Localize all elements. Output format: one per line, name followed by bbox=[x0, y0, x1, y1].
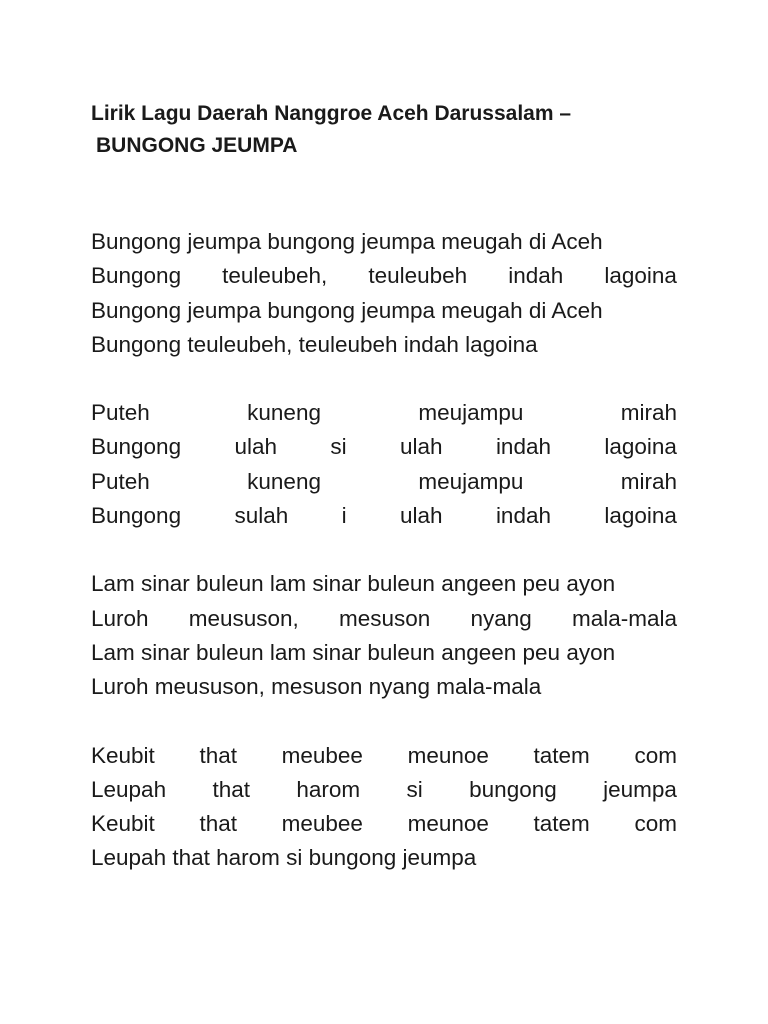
lyric-word: lagoina bbox=[604, 263, 677, 289]
lyric-word: si bbox=[406, 776, 423, 802]
lyric-word: meunoe bbox=[407, 742, 489, 768]
lyrics-body bbox=[91, 225, 677, 876]
lyric-word: meususon, bbox=[188, 605, 299, 631]
document-title bbox=[91, 98, 677, 162]
lyric-word: meujampu bbox=[418, 468, 524, 494]
lyric-word: Bungong bbox=[91, 503, 182, 529]
lyric-word: sulah bbox=[234, 503, 289, 529]
lyric-word: lagoina bbox=[604, 434, 677, 460]
lyric-word: meujampu bbox=[418, 400, 524, 426]
lyric-word: meunoe bbox=[407, 811, 489, 837]
lyric-line bbox=[91, 773, 677, 807]
lyric-line bbox=[91, 499, 677, 533]
lyric-word: tatem bbox=[533, 811, 590, 837]
lyric-word: indah bbox=[495, 434, 551, 460]
lyric-word: Keubit bbox=[91, 811, 155, 837]
lyric-line bbox=[91, 465, 677, 499]
lyric-word: lagoina bbox=[604, 503, 677, 529]
lyric-word: that bbox=[199, 742, 237, 768]
lyric-word: Leupah bbox=[91, 776, 167, 802]
lyric-line bbox=[91, 430, 677, 464]
lyric-word: i bbox=[341, 503, 347, 529]
lyric-word: ulah bbox=[400, 434, 443, 460]
lyric-word: bungong bbox=[469, 776, 557, 802]
lyric-line: Bungong jeumpa bungong jeumpa meugah di Aceh bbox=[91, 297, 603, 323]
lyric-word: ulah bbox=[400, 503, 443, 529]
lyric-line: Luroh meususon, mesuson nyang mala-mala bbox=[91, 674, 542, 700]
lyric-word: teuleubeh bbox=[368, 263, 468, 289]
lyric-word: mirah bbox=[620, 468, 677, 494]
lyric-word: teuleubeh, bbox=[222, 263, 328, 289]
lyric-word: mesuson bbox=[338, 605, 431, 631]
lyric-word: com bbox=[634, 742, 677, 768]
lyric-word: ulah bbox=[234, 434, 278, 460]
lyric-stanza bbox=[91, 225, 677, 362]
lyric-word: that bbox=[199, 811, 237, 837]
lyric-word: harom bbox=[296, 776, 361, 802]
lyric-word: Bungong bbox=[91, 263, 182, 289]
lyric-word: Keubit bbox=[91, 742, 155, 768]
lyric-word: si bbox=[330, 434, 347, 460]
lyric-line bbox=[91, 739, 677, 773]
lyric-word: kuneng bbox=[247, 400, 321, 426]
document-page bbox=[91, 98, 677, 910]
lyric-word: meubee bbox=[281, 742, 363, 768]
lyric-line: Bungong teuleubeh, teuleubeh indah lagoina bbox=[91, 331, 538, 357]
lyric-word: indah bbox=[508, 263, 564, 289]
lyric-line: Bungong jeumpa bungong jeumpa meugah di Aceh bbox=[91, 229, 603, 254]
title-line-2: BUNGONG JEUMPA bbox=[96, 134, 298, 157]
lyric-word: Luroh bbox=[91, 605, 149, 631]
lyric-word: mirah bbox=[620, 400, 677, 426]
lyric-word: kuneng bbox=[247, 468, 321, 494]
lyric-word: Bungong bbox=[91, 434, 182, 460]
lyric-stanza bbox=[91, 739, 677, 876]
lyric-word: mala-mala bbox=[571, 605, 677, 631]
lyric-word: Puteh bbox=[91, 400, 150, 426]
lyric-word: com bbox=[634, 811, 677, 837]
lyric-word: indah bbox=[495, 503, 551, 529]
title-line-1: Lirik Lagu Daerah Nanggroe Aceh Darussalam – bbox=[91, 102, 572, 125]
lyric-line: Lam sinar buleun lam sinar buleun angeen peu ayon bbox=[91, 639, 616, 665]
lyric-line bbox=[91, 396, 677, 430]
lyric-stanza bbox=[91, 567, 677, 704]
lyric-line bbox=[91, 807, 677, 841]
lyric-line bbox=[91, 602, 677, 636]
lyric-word: meubee bbox=[281, 811, 363, 837]
lyric-line: Lam sinar buleun lam sinar buleun angeen peu ayon bbox=[91, 571, 616, 597]
lyric-word: Puteh bbox=[91, 468, 150, 494]
lyric-stanza bbox=[91, 396, 677, 533]
lyric-word: jeumpa bbox=[603, 776, 677, 802]
lyric-word: nyang bbox=[470, 605, 532, 631]
lyric-line: Leupah that harom si bungong jeumpa bbox=[91, 845, 477, 871]
lyric-word: tatem bbox=[533, 742, 590, 768]
lyric-word: that bbox=[212, 776, 250, 802]
lyric-line bbox=[91, 259, 677, 293]
